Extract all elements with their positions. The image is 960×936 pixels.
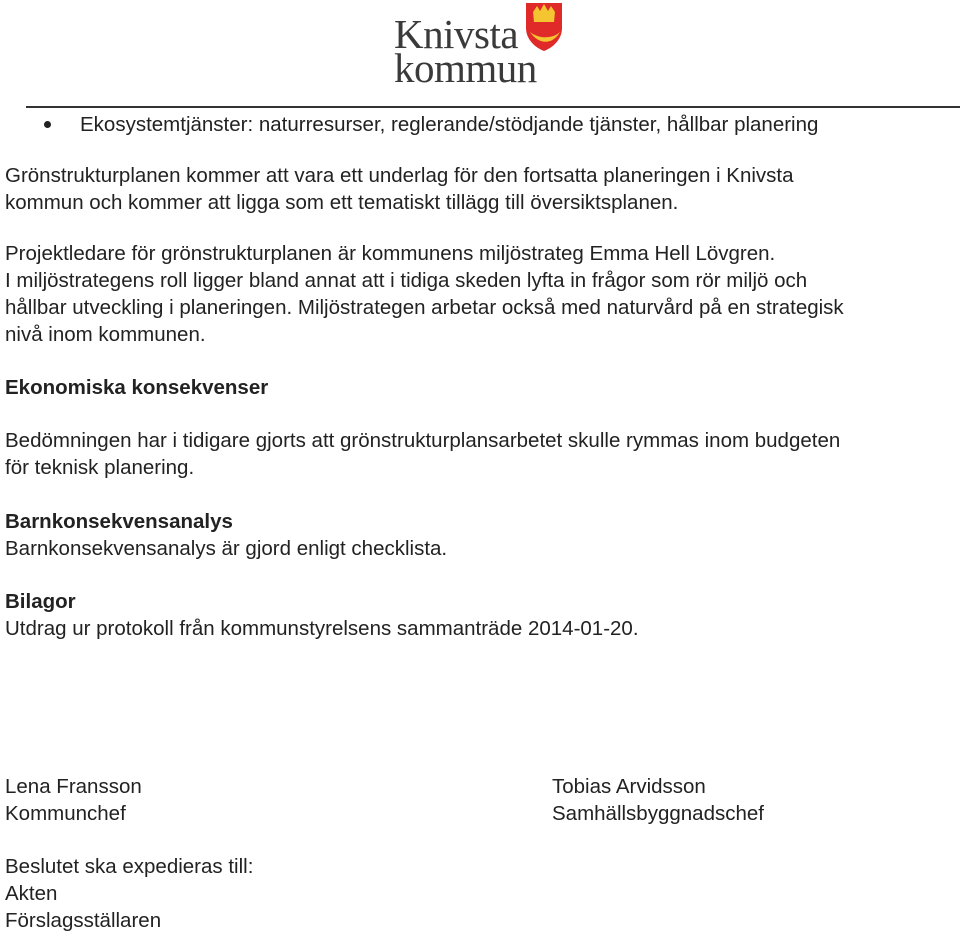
- distribution-item: Förslagsställaren: [5, 909, 162, 932]
- para2-line4: nivå inom kommunen.: [5, 323, 206, 346]
- para2-line3: hållbar utveckling i planeringen. Miljöstrategen arbetar också med naturvård på en strategisk: [5, 296, 844, 319]
- signature-1-name: Lena Fransson: [5, 775, 142, 798]
- para2-line1: Projektledare för grönstrukturplanen är kommunens miljöstrateg Emma Hell Lövgren.: [5, 242, 776, 265]
- logo-line-2: kommun: [394, 45, 537, 91]
- heading-barn: Barnkonsekvensanalys: [5, 510, 233, 533]
- knivsta-kommun-logo: [394, 0, 574, 91]
- distribution-label: Beslutet ska expedieras till:: [5, 855, 254, 878]
- ekonomi-line1: Bedömningen har i tidigare gjorts att grönstrukturplansarbetet skulle rymmas inom budgeten: [5, 429, 841, 452]
- bullet-icon: [44, 121, 51, 128]
- coat-of-arms-icon: [524, 2, 564, 52]
- distribution-item: Akten: [5, 882, 58, 905]
- heading-bilagor: Bilagor: [5, 590, 76, 613]
- ekonomi-line2: för teknisk planering.: [5, 456, 195, 479]
- heading-ekonomi: Ekonomiska konsekvenser: [5, 376, 269, 399]
- bullet-text: Ekosystemtjänster: naturresurser, reglerande/stödjande tjänster, hållbar planering: [80, 113, 819, 136]
- signature-1-title: Kommunchef: [5, 802, 126, 825]
- signature-2-name: Tobias Arvidsson: [552, 775, 706, 798]
- bilagor-text: Utdrag ur protokoll från kommunstyrelsens sammanträde 2014-01-20.: [5, 617, 639, 640]
- barn-text: Barnkonsekvensanalys är gjord enligt checklista.: [5, 537, 448, 560]
- para1-line1: Grönstrukturplanen kommer att vara ett underlag för den fortsatta planeringen i Knivsta: [5, 164, 794, 187]
- header-divider: [26, 106, 960, 108]
- logo-line-1: Knivsta: [394, 11, 519, 57]
- signature-2-title: Samhällsbyggnadschef: [552, 802, 764, 825]
- para1-line2: kommun och kommer att ligga som ett tematiskt tillägg till översiktsplanen.: [5, 191, 679, 214]
- para2-line2: I miljöstrategens roll ligger bland annat att i tidiga skeden lyfta in frågor som rör miljö och: [5, 269, 808, 292]
